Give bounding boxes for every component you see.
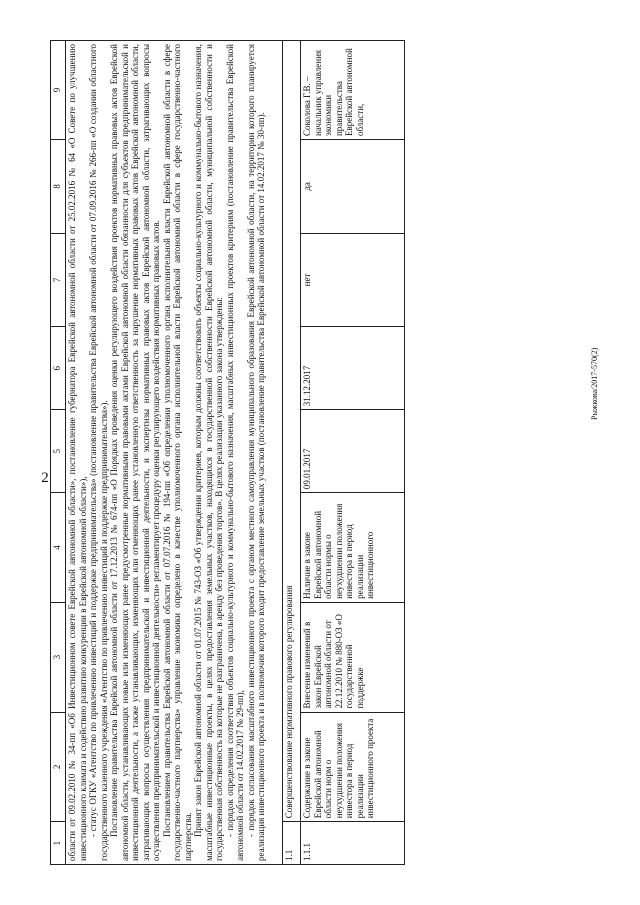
measure-cell: Внесение изменений в закон Еврейской автономной области от 22.12.2010 № 880-ОЗ «О государственной поддержке	[301, 602, 405, 712]
indicator-cell: Наличие в законе Еврейской автономной области нормы о неухудшении положения инвестора в период реализации инвестиционного	[301, 493, 405, 603]
plan-table	[50, 40, 405, 865]
column-number: 8	[51, 140, 66, 234]
column-number: 3	[51, 602, 66, 712]
section-row	[283, 41, 301, 865]
continuation-text-cell	[66, 41, 283, 865]
table-row	[301, 41, 405, 865]
column-number: 5	[51, 410, 66, 493]
column-number: 1	[51, 822, 66, 865]
responsible-cell: Соколова Г.В. – начальник управления экономики правительства Еврейской автономной области,	[301, 41, 405, 140]
end-date-cell: 31.12.2017	[301, 327, 405, 410]
column-number: 4	[51, 493, 66, 603]
page-number: 2	[41, 470, 49, 486]
paragraph: - порядок согласования масштабного инвестиционного проекта с органом местного самоуправления муниципального образования Еврейской автономной области, на территории которого планируется реализация инвестиционного проекта и в полномочия которого входит предоставление земельных участков (постановление правительства Еврейской автономной области от 14.02.2017 № 30-пп).	[245, 44, 266, 861]
start-date-cell: 09.01.2017	[301, 410, 405, 493]
paragraph: области от 09.02.2010 № 34-пп «Об Инвестиционном совете Еврейской автономной области», постановление губернатора Еврейской автономной области от 25.02.2016 № 64 «О Совете по улучшению инвестиционного климата и содействию развитию конкуренции в Еврейской автономной области»),	[67, 44, 88, 861]
paragraph: Постановлением правительства Еврейской автономной области от 07.07.2016 № 194-пп «Об определении уполномоченного органа исполнительной власти Еврейской автономной области в сфере государственно-частного партнерства» управление экономики определено в качестве уполномоченного органа исполнительной власти Еврейской автономной области в сфере государственно-частного партнерства.	[161, 44, 193, 861]
text-row	[66, 41, 283, 865]
target-value-cell: да	[301, 140, 405, 234]
paragraph: - порядок определения соответствия объектов социально-культурного и коммунально-бытового назначения, масштабных инвестиционных проектов критериям (постановление правительства Еврейской автономной области от 14.02.2017 № 29-пп),	[224, 44, 245, 861]
problem-cell: Содержание в законе Еврейской автономной области норм о неухудшении положения инвестора в период реализации инвестиционного проекта	[301, 712, 405, 822]
column-number-row	[51, 41, 66, 865]
footer-code: Рыжкова/2017-570(2)	[590, 347, 599, 420]
paragraph: - статус ОГКУ «Агентство по привлечению инвестиций и поддержке предпринимательства» (постановление правительства Еврейской автономной области от 07.09.2016 № 266-пп «О создании областного государственного казенного учреждения «Агентство по привлечению инвестиций и поддержке предпринимательства»).	[88, 44, 109, 861]
section-number: 1.1	[283, 822, 301, 865]
section-title: Совершенствование нормативного правового регулирования	[283, 41, 301, 822]
paragraph: Принят закон Еврейской автономной области от 01.07.2015 № 743-ОЗ «Об утверждении критериев, которым должны соответствовать объекты социально-культурного и коммунально-бытового назначения, масштабные инвестиционные проекты, в целях предоставления земельных участков, находящихся в государственной собственности Еврейской автономной области, муниципальной собственности и государственная собственность на которые не разграничена, в аренду без проведения торгов». В целях реализации указанного закона утверждены:	[193, 44, 224, 861]
column-number: 9	[51, 41, 66, 140]
row-number: 1.1.1	[301, 822, 405, 865]
paragraph: Постановление правительства Еврейской автономной области от 17.12.2013 № 674-пп «О Порядках проведения оценки регулирующего воздействия проектов нормативных правовых актов Еврейской автономной области, устанавливающих новые или изменяющих ранее предусмотренные нормативными правовыми актами Еврейской автономной области обязанности для субъектов предпринимательской и инвестиционной деятельности, а также устанавливающих, изменяющих или отменяющих ранее установленную ответственность за нарушение нормативных правовых актов Еврейской автономной области, затрагивающих вопросы осуществления предпринимательской и инвестиционной деятельности, и экспертизы нормативных правовых актов Еврейской автономной области, затрагивающих вопросы осуществления предпринимательской и инвестиционной деятельности» регламентирует процедуру оценки регулирующего воздействия нормативных правовых актов.	[109, 44, 161, 861]
rotated-table-sheet	[50, 40, 405, 865]
column-number: 7	[51, 233, 66, 327]
current-value-cell: нет	[301, 233, 405, 327]
column-number: 2	[51, 712, 66, 822]
column-number: 6	[51, 327, 66, 410]
